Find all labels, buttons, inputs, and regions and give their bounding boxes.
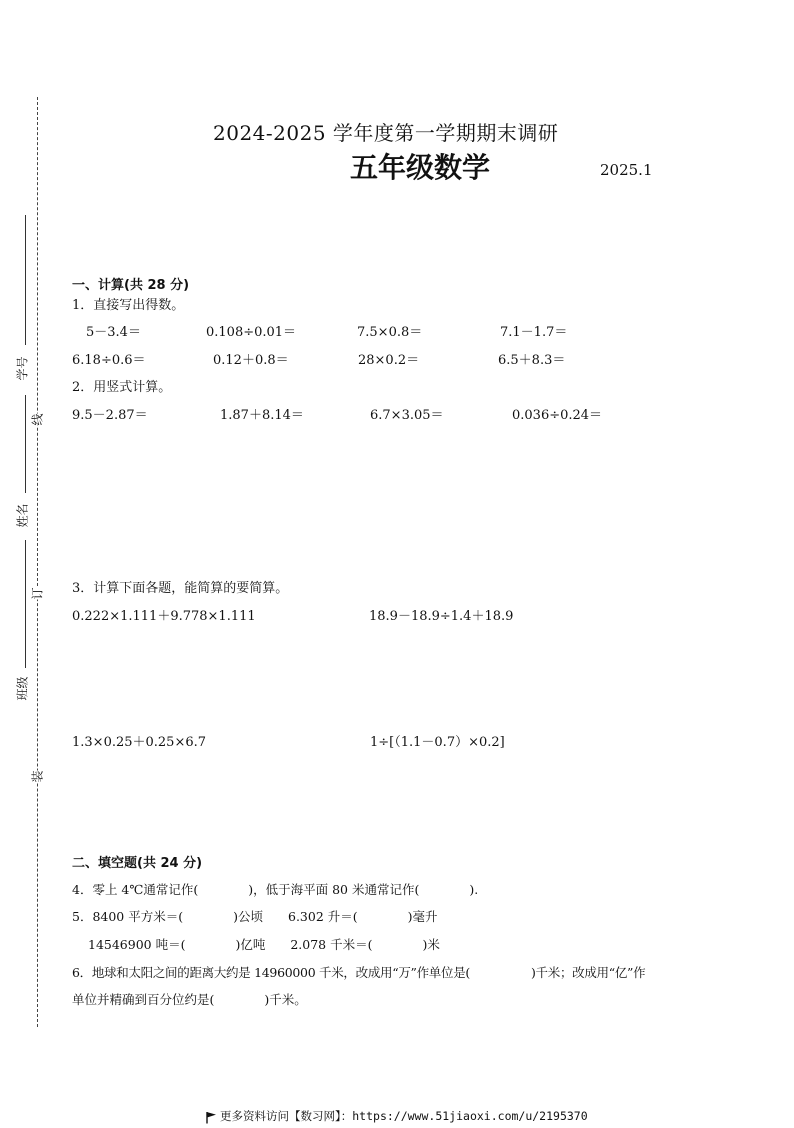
bind-mark: 装 bbox=[30, 770, 45, 783]
q1-item: 7.5×0.8＝ bbox=[357, 325, 423, 340]
section1-heading: 一、计算(共 28 分) bbox=[72, 278, 190, 293]
q1-item: 5－3.4＝ bbox=[86, 325, 141, 340]
footer-link-text[interactable]: 更多资料访问【数习网】：https://www.51jiaoxi.com/u/2195370 bbox=[220, 1109, 588, 1123]
class-label: 班级 bbox=[15, 676, 30, 701]
q2-item: 0.036÷0.24＝ bbox=[512, 408, 603, 423]
flag-icon bbox=[205, 1109, 217, 1128]
q4-text: 4．零上 4℃通常记作( )，低于海平面 80 米通常记作( ). bbox=[72, 882, 479, 897]
q1-item: 0.12＋0.8＝ bbox=[213, 353, 289, 368]
q3-item: 1.3×0.25＋0.25×6.7 bbox=[72, 735, 207, 750]
exam-date: 2025.1 bbox=[600, 161, 653, 179]
q2-item: 1.87＋8.14＝ bbox=[220, 408, 304, 423]
q2-item: 9.5－2.87＝ bbox=[72, 408, 148, 423]
q5-line2: 14546900 吨＝( )亿吨 2.078 千米＝( )米 bbox=[88, 937, 440, 952]
exam-subtitle: 五年级数学 bbox=[350, 151, 491, 184]
q2-item: 6.7×3.05＝ bbox=[370, 408, 444, 423]
order-mark: 订 bbox=[30, 587, 45, 600]
q3-label: 3．计算下面各题，能简算的要简算。 bbox=[72, 581, 289, 596]
name-label: 姓名 bbox=[15, 503, 30, 528]
q1-item: 6.5＋8.3＝ bbox=[498, 353, 566, 368]
q5-line1: 5．8400 平方米＝( )公顷 6.302 升＝( )毫升 bbox=[72, 909, 438, 924]
class-underline bbox=[25, 540, 26, 668]
student-id-label: 学号 bbox=[15, 356, 30, 381]
q1-item: 6.18÷0.6＝ bbox=[72, 353, 146, 368]
student-id-underline bbox=[25, 215, 26, 345]
q3-item: 1÷[（1.1－0.7）×0.2] bbox=[370, 735, 505, 750]
q3-item: 0.222×1.111＋9.778×1.111 bbox=[72, 609, 256, 624]
q1-item: 0.108÷0.01＝ bbox=[206, 325, 297, 340]
q1-label: 1．直接写出得数。 bbox=[72, 298, 185, 313]
q6-line2: 单位并精确到百分位约是( )千米。 bbox=[72, 992, 307, 1007]
section2-heading: 二、填空题(共 24 分) bbox=[72, 856, 203, 871]
name-underline bbox=[25, 395, 26, 493]
q1-item: 28×0.2＝ bbox=[358, 353, 420, 368]
q6-line1: 6．地球和太阳之间的距离大约是 14960000 千米，改成用“万”作单位是( )千米；改成用“亿”作 bbox=[72, 965, 646, 980]
exam-title: 2024-2025 学年度第一学期期末调研 bbox=[213, 121, 559, 145]
q3-item: 18.9－18.9÷1.4＋18.9 bbox=[369, 609, 514, 624]
binding-dashed-line bbox=[37, 97, 38, 1027]
q2-label: 2．用竖式计算。 bbox=[72, 380, 172, 395]
q1-item: 7.1－1.7＝ bbox=[500, 325, 568, 340]
line-mark: 线 bbox=[30, 413, 45, 426]
